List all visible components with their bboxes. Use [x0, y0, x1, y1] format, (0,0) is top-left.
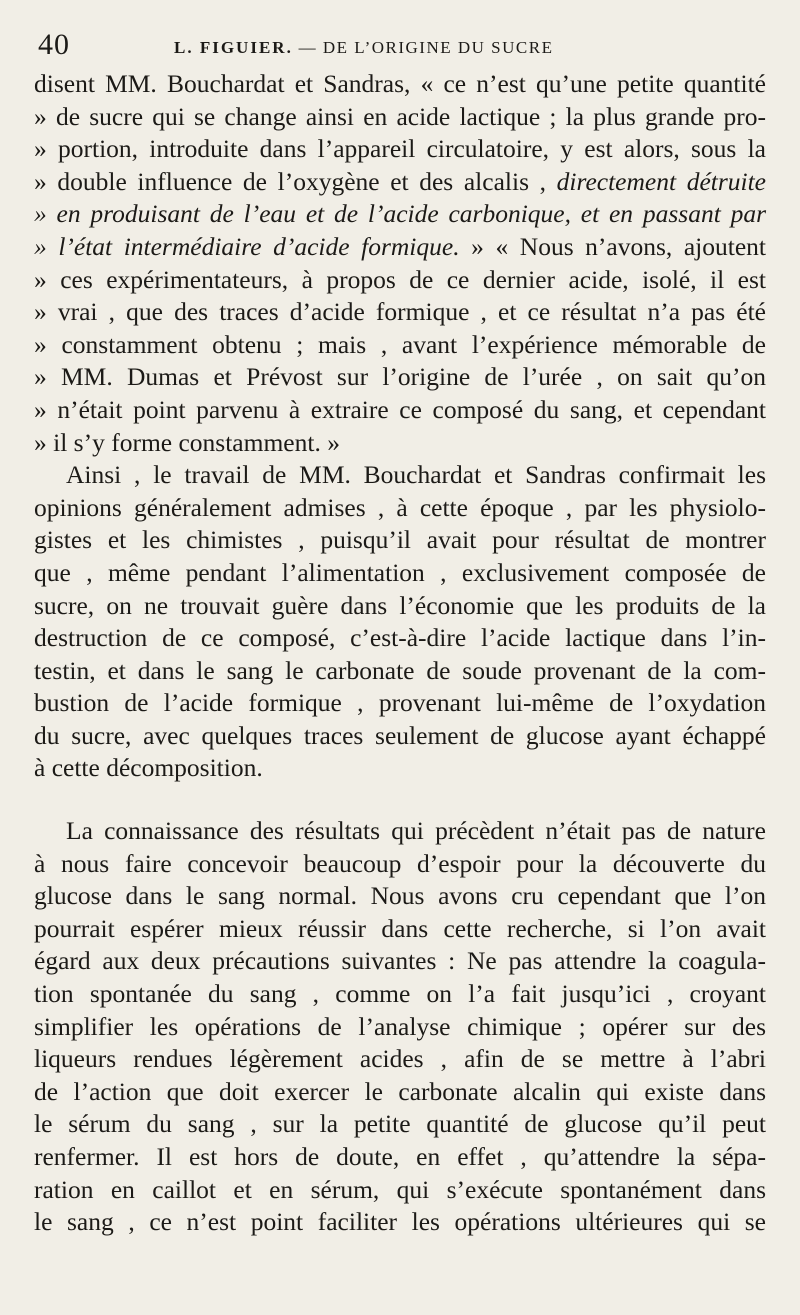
line-text: disent MM. Bouchardat et Sandras, « ce n’est qu’une petite quantité [34, 69, 766, 98]
line-text: La connaissance des résultats qui précèdent n’était pas de nature [66, 816, 766, 846]
line-text: » vrai , que des traces d’acide formique , et ce résultat n’a pas été [34, 297, 766, 327]
paragraph [34, 68, 766, 459]
text-line [34, 1174, 766, 1207]
text-line [34, 394, 766, 427]
page-number: 40 [38, 28, 70, 61]
running-title [174, 38, 553, 58]
line-text: le sérum du sang , sur la petite quantité de glucose qu’il peut [34, 1109, 766, 1139]
text-line [34, 1043, 766, 1076]
line-text: » de sucre qui se change ainsi en acide lactique ; la plus grande pro- [34, 101, 766, 131]
text-line [34, 133, 766, 166]
text-line [34, 231, 766, 264]
text-line [34, 848, 766, 881]
text-line [34, 166, 766, 199]
line-text: ration en caillot et en sérum, qui s’exécute spontanément dans [34, 1174, 766, 1204]
line-text: » il s’y forme constamment. » [34, 427, 340, 457]
line-text: gistes et les chimistes , puisqu’il avait pour résultat de montrer [34, 525, 766, 555]
text-line [34, 913, 766, 946]
text-line [34, 945, 766, 978]
line-text: liqueurs rendues légèrement acides , afin de se mettre à l’abri [34, 1044, 766, 1074]
line-text: » MM. Dumas et Prévost sur l’origine de l’urée , on sait qu’on [34, 362, 766, 392]
line-text: opinions généralement admises , à cette époque , par les physiolo- [34, 492, 766, 522]
line-text: à nous faire concevoir beaucoup d’espoir pour la découverte du [34, 848, 766, 878]
text-line [34, 622, 766, 655]
author-name: L. FIGUIER. [174, 38, 293, 57]
text-line [34, 459, 766, 492]
line-text: que , même pendant l’alimentation , exclusivement composée de [34, 557, 766, 587]
text-line [34, 296, 766, 329]
line-text: le sang , ce n’est point faciliter les opérations ultérieures qui se [34, 1207, 766, 1237]
text-line [34, 1108, 766, 1141]
text-line [34, 524, 766, 557]
line-text: bustion de l’acide formique , provenant lui-même de l’oxydation [34, 688, 766, 718]
paragraph [34, 815, 766, 1239]
text-line [34, 880, 766, 913]
line-text: tion spontanée du sang , comme on l’a fait jusqu’ici , croyant [34, 979, 766, 1009]
page-body [34, 68, 766, 1239]
line-text: glucose dans le sang normal. Nous avons cru cependant que l’on [34, 881, 766, 911]
text-line [34, 264, 766, 297]
line-text: de l’action que doit exercer le carbonate alcalin qui existe dans [34, 1076, 766, 1106]
text-line [34, 68, 766, 101]
text-line [34, 720, 766, 753]
paragraph-gap [34, 785, 766, 815]
line-text: » n’était point parvenu à extraire ce composé du sang, et cependant [34, 394, 766, 424]
text-line [34, 590, 766, 623]
title-separator: — [298, 38, 318, 57]
line-text: » double influence de l’oxygène et des alcalis , [34, 166, 557, 196]
line-text: du sucre, avec quelques traces seulement de glucose ayant échappé [34, 720, 766, 750]
line-text: destruction de ce composé, c’est-à-dire l’acide lactique dans l’in- [34, 623, 766, 653]
text-line [34, 361, 766, 394]
italic-text: directement détruite [556, 166, 767, 196]
line-text: égard aux deux précautions suivantes : Ne pas attendre la coagula- [34, 946, 766, 976]
text-line [34, 752, 766, 785]
line-text: » portion, introduite dans l’appareil circulatoire, y est alors, sous la [34, 134, 766, 164]
italic-text: » en produisant de l’eau et de l’acide carbonique, et en passant par [34, 199, 766, 229]
line-text: Ainsi , le travail de MM. Bouchardat et Sandras confirmait les [66, 460, 766, 490]
paragraph [34, 459, 766, 785]
text-line [34, 427, 766, 460]
italic-text: » l’état intermédiaire d’acide formique. [34, 231, 460, 261]
text-line [34, 329, 766, 362]
line-text: » « Nous n’avons, ajoutent [459, 231, 766, 261]
line-text: renfermer. Il est hors de doute, en effet , qu’attendre la sépa- [34, 1142, 766, 1171]
running-header [34, 24, 766, 68]
text-line [34, 557, 766, 590]
line-text: à cette décomposition. [34, 753, 263, 783]
line-text: pourrait espérer mieux réussir dans cette recherche, si l’on avait [34, 913, 766, 943]
text-line [34, 101, 766, 134]
line-text: simplifier les opérations de l’analyse chimique ; opérer sur des [34, 1011, 766, 1041]
line-text: testin, et dans le sang le carbonate de soude provenant de la com- [34, 655, 766, 685]
text-line [34, 1011, 766, 1044]
text-line [34, 687, 766, 720]
text-line [34, 1141, 766, 1174]
line-text: sucre, on ne trouvait guère dans l’économie que les produits de la [34, 590, 766, 620]
text-line [34, 815, 766, 848]
chapter-title: DE L’ORIGINE DU SUCRE [322, 38, 554, 57]
text-line [34, 1076, 766, 1109]
line-text: » constamment obtenu ; mais , avant l’expérience mémorable de [34, 329, 766, 359]
text-line [34, 198, 766, 231]
text-line [34, 1206, 766, 1239]
text-line [34, 492, 766, 525]
line-text: » ces expérimentateurs, à propos de ce dernier acide, isolé, il est [34, 264, 766, 294]
text-line [34, 978, 766, 1011]
text-line [34, 655, 766, 688]
